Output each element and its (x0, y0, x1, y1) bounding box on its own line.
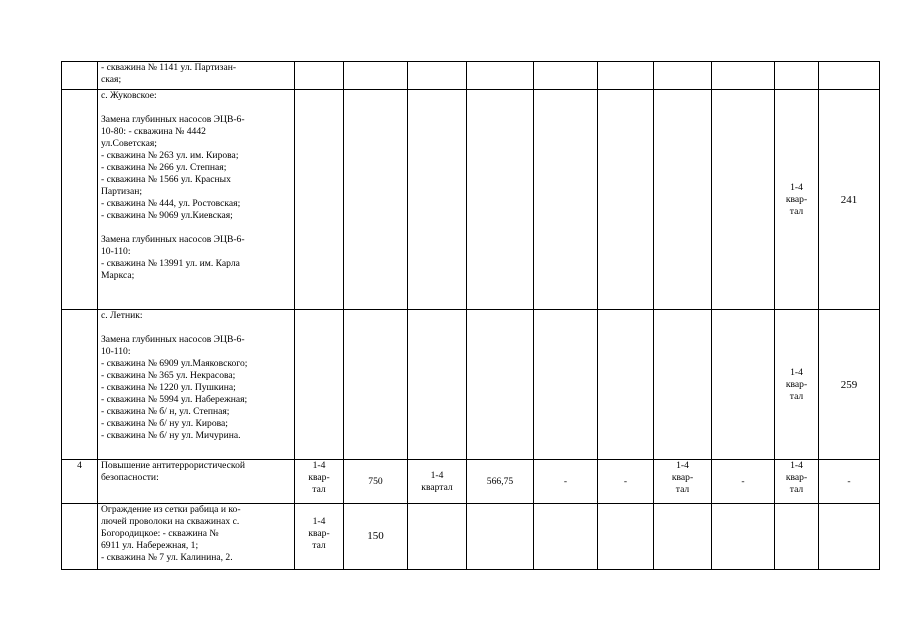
table-row (62, 460, 880, 504)
amount-cell (344, 62, 408, 90)
period-cell (408, 504, 467, 570)
table-row (62, 62, 880, 90)
value-cell (534, 310, 598, 460)
number-cell: 4 (62, 460, 98, 504)
description-line: с. Летник: (101, 310, 143, 321)
period-cell (775, 62, 819, 90)
description-line: - скважина № 5994 ул. Набережная; (101, 394, 248, 405)
amount-cell: 750 (344, 460, 408, 504)
value-cell (534, 90, 598, 310)
period-cell: 1-4 квар- тал (654, 460, 712, 504)
period-cell (654, 62, 712, 90)
amount-cell (467, 504, 534, 570)
period-cell (408, 90, 467, 310)
description-cell (98, 504, 295, 570)
period-cell: 1-4 квар- тал (775, 90, 819, 310)
amount-cell: 150 (344, 504, 408, 570)
description-line: ская; (101, 74, 122, 85)
description-line: - скважина № 263 ул. им. Кирова; (101, 150, 239, 161)
value-cell: 241 (819, 90, 880, 310)
description-line: безопасности: (101, 472, 159, 483)
description-line: - скважина № 6909 ул.Маяковского; (101, 358, 248, 369)
period-cell (408, 62, 467, 90)
period-cell: 1-4 квар- тал (775, 460, 819, 504)
description-cell (98, 62, 295, 90)
period-cell (654, 504, 712, 570)
amount-cell (344, 310, 408, 460)
value-cell: - (598, 460, 654, 504)
amount-cell (467, 90, 534, 310)
description-line: - скважина № 1566 ул. Красных (101, 174, 231, 185)
period-cell (295, 90, 344, 310)
period-cell (775, 504, 819, 570)
description-line: - скважина № б/ ну ул. Мичурина. (101, 430, 241, 441)
description-line: с. Жуковское: (101, 90, 157, 101)
table-row (62, 90, 880, 310)
amount-cell (467, 62, 534, 90)
description-line: - скважина № 444, ул. Ростовская; (101, 198, 241, 209)
number-cell (62, 504, 98, 570)
value-cell (712, 62, 775, 90)
period-cell: 1-4 квартал (408, 460, 467, 504)
description-line: - скважина № 9069 ул.Киевская; (101, 210, 233, 221)
table-row (62, 504, 880, 570)
description-line: Повышение антитеррористической (101, 460, 246, 471)
description-line: - скважина № 1141 ул. Партизан- (101, 62, 237, 73)
period-cell (654, 90, 712, 310)
value-cell (598, 504, 654, 570)
number-cell (62, 310, 98, 460)
description-line: - скважина № 7 ул. Калинина, 2. (101, 552, 233, 563)
description-line: 10-110: (101, 346, 131, 357)
description-cell (98, 90, 295, 310)
description-line: Замена глубинных насосов ЭЦВ-6- (101, 334, 245, 345)
amount-cell (467, 310, 534, 460)
description-line: Маркса; (101, 270, 135, 281)
number-cell (62, 62, 98, 90)
period-cell (295, 310, 344, 460)
period-cell: 1-4 квар- тал (775, 310, 819, 460)
value-cell (598, 62, 654, 90)
value-cell (534, 62, 598, 90)
number-cell (62, 90, 98, 310)
description-line: - скважина № 13991 ул. им. Карла (101, 258, 240, 269)
description-line: Ограждение из сетки рабица и ко- (101, 504, 241, 515)
document-table (61, 61, 880, 570)
description-line: - скважина № 1220 ул. Пушкина; (101, 382, 236, 393)
value-cell: - (712, 460, 775, 504)
value-cell (598, 310, 654, 460)
table-row (62, 310, 880, 460)
value-cell: - (819, 460, 880, 504)
amount-cell (344, 90, 408, 310)
period-cell: 1-4 квар- тал (295, 504, 344, 570)
period-cell (295, 62, 344, 90)
value-cell: 259 (819, 310, 880, 460)
description-cell (98, 460, 295, 504)
period-cell: 1-4 квар- тал (295, 460, 344, 504)
value-cell (598, 90, 654, 310)
period-cell (408, 310, 467, 460)
value-cell (712, 504, 775, 570)
description-line: - скважина № б/ ну ул. Кирова; (101, 418, 228, 429)
description-line: Замена глубинных насосов ЭЦВ-6- (101, 234, 245, 245)
period-cell (654, 310, 712, 460)
description-line: - скважина № б/ н, ул. Степная; (101, 406, 230, 417)
description-line: 10-80: - скважина № 4442 (101, 126, 206, 137)
description-line: ул.Советская; (101, 138, 157, 149)
description-line: - скважина № 266 ул. Степная; (101, 162, 227, 173)
description-line: 6911 ул. Набережная, 1; (101, 540, 199, 551)
value-cell (534, 504, 598, 570)
description-line: - скважина № 365 ул. Некрасова; (101, 370, 236, 381)
value-cell: - (534, 460, 598, 504)
description-line: Партизан; (101, 186, 143, 197)
value-cell (819, 62, 880, 90)
value-cell (819, 504, 880, 570)
description-line: 10-110: (101, 246, 131, 257)
value-cell (712, 90, 775, 310)
description-line: Богородицкое: - скважина № (101, 528, 219, 539)
description-line: лючей проволоки на скважинах с. (101, 516, 240, 527)
value-cell (712, 310, 775, 460)
amount-cell: 566,75 (467, 460, 534, 504)
description-cell (98, 310, 295, 460)
description-line: Замена глубинных насосов ЭЦВ-6- (101, 114, 245, 125)
